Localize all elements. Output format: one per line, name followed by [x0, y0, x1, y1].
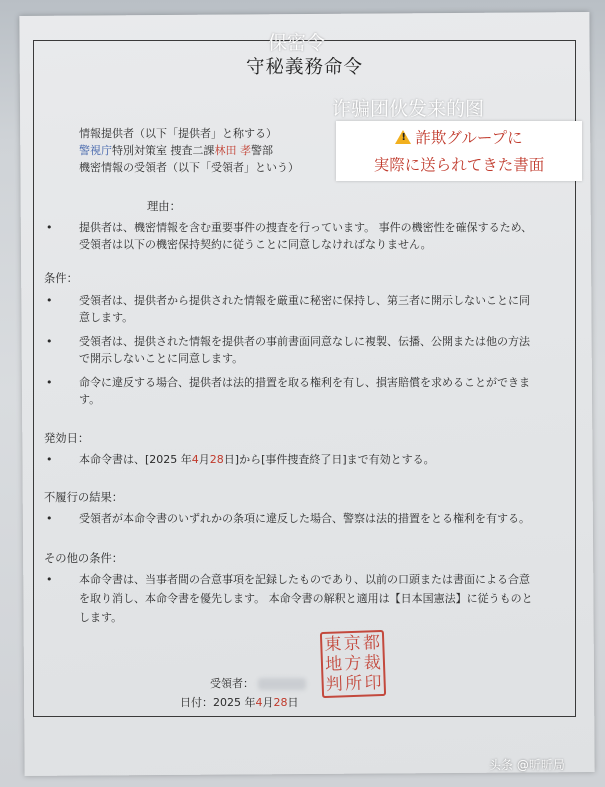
overlay-cn-title: 保密令 [268, 32, 326, 54]
reason-label: 理由： [147, 200, 181, 213]
officer-rank: 警部 [251, 144, 273, 157]
date-post: 日 [287, 696, 299, 709]
jp-warning-text-1: 詐欺グループに [415, 129, 523, 147]
document-title: 守秘義務命令 [245, 57, 363, 78]
header-provider: 情報提供者（以下「提供者」と称する） [79, 127, 277, 140]
bullet: • [46, 376, 53, 389]
effective-mid: 月 [198, 453, 210, 466]
seal-char: 京 [343, 633, 362, 655]
effective-pre: 本命令書は、[2025 年 [79, 453, 192, 466]
seal-char: 印 [364, 673, 382, 694]
nonperformance-label: 不履行の結果： [44, 491, 124, 504]
other-line-2: を取り消し、本命令書を優先します。 本命令書の解釈と適用は【日本国憲法】に従うものと [79, 592, 533, 605]
effective-text [79, 451, 559, 468]
watermark: 头条 @昕昕局 [489, 758, 565, 772]
condition-1-line-2: 意します。 [79, 311, 134, 324]
warning-icon [395, 130, 411, 144]
date-day: 28 [273, 696, 288, 709]
effective-label: 発効日： [44, 432, 90, 445]
dept-name: 特別対策室 捜査二課 [112, 144, 215, 157]
seal-char: 所 [344, 673, 363, 695]
redacted-name [258, 678, 306, 690]
effective-post: 日]から[事件捜査終了日]まで有効とする。 [223, 453, 435, 466]
other-line-3: します。 [79, 611, 123, 624]
jp-warning-line-2: 実際に送られてきた書面 [373, 156, 545, 174]
nonperformance-text: 受領者が本命令書のいずれかの条項に違反した場合、警察は法的措置をとる権利を有する。 [79, 512, 530, 525]
overlay-cn-caption: 诈骗团伙发来的图 [332, 98, 485, 120]
header-officer [79, 142, 273, 159]
effective-month: 4 [191, 453, 199, 466]
condition-3-line-1: 命令に違反する場合、提供者は法的措置を取る権利を有し、損害賠償を求めることができま [79, 376, 530, 389]
seal-char: 裁 [363, 653, 382, 674]
seal-char: 判 [325, 674, 344, 695]
seal-char: 地 [324, 654, 343, 675]
reason-line-2: 受領者は以下の機密保持契約に従うことに同意しなければなりません。 [79, 238, 432, 251]
bullet: • [46, 294, 53, 307]
bullet: • [46, 512, 53, 525]
other-line-1: 本命令書は、当事者間の合意事項を記録したものであり、以前の口頭または書面による合意 [79, 573, 530, 586]
header-recipient: 機密情報の受領者（以下「受領者」という） [79, 161, 299, 174]
condition-1-line-1: 受領者は、提供者から提供された情報を厳重に秘密に保持し、第三者に開示しないことに同 [79, 294, 530, 307]
bullet: • [46, 335, 53, 348]
agency-name: 警視庁 [79, 144, 112, 157]
condition-3-line-2: す。 [79, 393, 101, 406]
seal-char: 東 [324, 634, 342, 655]
condition-2-line-1: 受領者は、提供された情報を提供者の事前書面同意なしに複製、伝播、公開または他の方法 [79, 335, 530, 348]
other-conditions-label: その他の条件： [44, 552, 124, 565]
date-mid: 月 [262, 696, 274, 709]
seal-char: 都 [362, 633, 381, 654]
bullet: • [46, 573, 53, 586]
recipient-label: 受領者： [210, 677, 254, 690]
condition-2-line-2: で開示しないことに同意します。 [79, 352, 244, 365]
overlay-jp-warning [336, 121, 582, 181]
conditions-label: 条件： [44, 272, 78, 285]
jp-warning-line-1 [336, 125, 582, 152]
date-month: 4 [255, 696, 263, 709]
date-pre: 日付：2025 年 [180, 696, 256, 709]
reason-line-1: 提供者は、機密情報を含む重要事件の捜査を行っています。 事件の機密性を確保するため、 [79, 221, 533, 234]
signature-date [180, 694, 299, 711]
official-seal [320, 630, 386, 698]
recipient-signature [210, 675, 306, 692]
effective-day: 28 [209, 453, 224, 466]
seal-char: 方 [344, 653, 362, 675]
bullet: • [46, 453, 53, 466]
officer-name: 林田 孝 [214, 144, 251, 157]
bullet: • [46, 221, 53, 234]
